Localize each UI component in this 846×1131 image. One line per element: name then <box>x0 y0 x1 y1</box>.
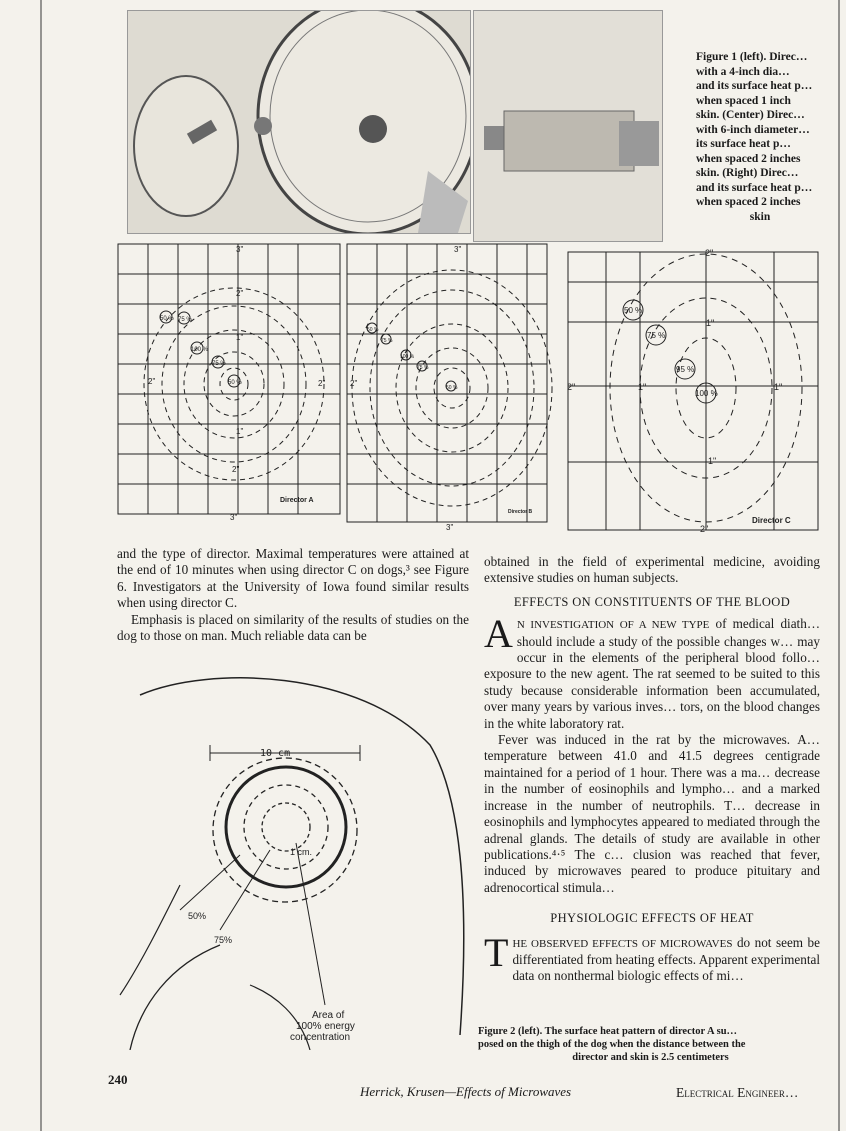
caption-line: skin. (Right) Direc… <box>696 167 799 179</box>
caption-line: skin. (Center) Direc… <box>696 109 805 121</box>
caption-line: skin <box>749 210 771 223</box>
caption-line: posed on the thigh of the dog when the distance between the <box>478 1039 746 1050</box>
panel-c-title: Director C <box>752 516 791 525</box>
paragraph-body: do not seem be differentiated from heating effects. Apparent experimental data on nonthermal biologic effects of mi… <box>512 934 820 984</box>
left-column-text <box>117 546 469 644</box>
panel-b-title: Director B <box>508 509 533 515</box>
paragraph: Fever was induced in the rat by the microwaves. A… temperature between 41.0 and 41.5 degrees centigrade maintained for a period of 1 hour. There was a ma… decrease in the number of eosinophils and lympho… and a marked increase in the number of neutrophils. T… decrease in eosinophils and lymphocytes appeared to mediated through the adrenal glands. The details of study are available in other publications.⁴·⁵ The c… clusion was reached that fever, induced by microwaves peared to produce pituitary and adrenocortical stimula… <box>484 732 820 895</box>
caption-line: its surface heat p… <box>696 138 791 150</box>
label-75-percent: 75% <box>214 935 233 945</box>
panel-c-label: 2" <box>567 382 576 392</box>
label-50-percent: 50% <box>188 911 207 921</box>
caption-line: and its surface heat p… <box>696 181 813 194</box>
panel-c-label: 1" <box>706 318 715 328</box>
panel-a-label: 3" <box>236 245 244 254</box>
caption-line: Figure 1 (left). Direc… <box>696 51 808 63</box>
scale-label: 10 cm <box>260 748 291 759</box>
drop-cap: A <box>484 611 513 657</box>
right-column-text <box>484 554 820 985</box>
figure2-dog-thigh-diagram <box>100 665 480 1050</box>
page-number: 240 <box>108 1072 128 1087</box>
panel-c-label: 2" <box>705 248 714 258</box>
panel-b-label: 3" <box>454 245 462 254</box>
panel-a-label: 2" <box>148 377 156 386</box>
panel-b-contour-label: 75 % <box>417 365 429 371</box>
paragraph-with-dropcap <box>484 611 821 732</box>
panel-a-label: 2" <box>232 465 240 474</box>
running-title: Herrick, Krusen—Effects of Microwaves <box>360 1084 572 1099</box>
figure1-photo-left-center <box>127 10 471 234</box>
drop-cap: T <box>484 929 509 975</box>
panel-a-label: 2" <box>318 379 326 388</box>
panel-c-contour-label: 95 % <box>676 365 695 374</box>
panel-a-contour-label: 100 % <box>191 347 209 353</box>
panel-a-contour-label: 75 % <box>178 317 192 323</box>
panel-c-contour-label: 100 % <box>695 389 718 398</box>
lead-in: N INVESTIGATION OF A NEW TYPE <box>516 619 710 632</box>
lead-in: HE OBSERVED EFFECTS OF MICROWAVES <box>512 937 733 950</box>
panel-c-label: 1" <box>638 382 647 392</box>
paragraph: and the type of director. Maximal temperatures were attained at the end of 10 minutes when using director C on dogs,³ see Figure 6. Investigators at the University of Iowa found similar results when using director C. <box>117 546 469 611</box>
panel-b-contour-label: 75 % <box>381 338 393 344</box>
panel-c-label: 1" <box>774 382 783 392</box>
panel-b-contour-label: 100 % <box>400 354 415 360</box>
section-heading-heat: PHYSIOLOGIC EFFECTS OF HEAT <box>550 911 754 926</box>
caption-line: when spaced 2 inches <box>696 196 801 208</box>
figure1-photo-right <box>473 10 663 242</box>
caption-line: when spaced 1 inch <box>696 94 791 107</box>
paragraph: obtained in the field of experimental medicine, avoiding extensive studies on human subjects. <box>484 554 820 586</box>
figure2-caption <box>478 1025 823 1064</box>
caption-line: Figure 2 (left). The surface heat pattern of director A su… <box>478 1026 738 1037</box>
right-page-edge <box>838 0 840 1131</box>
panel-c-label: 1" <box>708 456 717 466</box>
director-c-photo <box>474 11 662 241</box>
panel-b-label: 2" <box>350 379 358 388</box>
panel-a-contour-label: 50 % <box>228 380 242 386</box>
panel-a-label: 1" <box>236 333 244 342</box>
panel-a-title: Director A <box>280 497 314 504</box>
caption-line: with 6-inch diameter… <box>696 123 810 136</box>
panel-b-contour-label: 50 % <box>446 385 458 391</box>
panel-c-contour-label: 75 % <box>647 331 666 340</box>
figure1-heat-pattern-diagrams <box>0 238 846 534</box>
paragraph-body: of medical diath… should include a study of the possible changes w… may occur in the elements of the peripheral blood follo… exposure to the new agent. The rat seemed to be suited to this study because considerable information been accumulated, over many years by various inves… tors, on the blood changes in the white laboratory rat. <box>484 616 821 731</box>
figure1-caption <box>696 50 844 224</box>
area-label-line: Area of <box>312 1010 345 1021</box>
panel-a-contour-label: 75 % <box>212 361 226 367</box>
panel-b-contour-label: 50 % <box>367 327 379 333</box>
panel-b-label: 3" <box>446 523 454 532</box>
panel-c-label: 2" <box>700 524 709 534</box>
area-label-line: 100% energy <box>296 1021 355 1032</box>
section-heading-blood: EFFECTS ON CONSTITUENTS OF THE BLOOD <box>513 594 791 609</box>
director-photo <box>128 11 470 233</box>
panel-a-label: 1" <box>236 427 244 436</box>
inner-scale-label: 1 cm. <box>290 847 313 857</box>
caption-line: director and skin is 2.5 centimeters <box>572 1052 729 1063</box>
panel-a-label: 3" <box>230 513 238 522</box>
panel-director-b <box>347 244 552 522</box>
left-page-edge <box>40 0 42 1131</box>
journal-name: Electrical Engineer… <box>676 1085 799 1100</box>
caption-line: and its surface heat p… <box>696 80 813 92</box>
panel-a-contour-label: 50 % <box>160 316 174 322</box>
caption-line: when spaced 2 inches <box>696 152 801 165</box>
panel-a-label: 2" <box>236 289 244 298</box>
caption-line: with a 4-inch dia… <box>696 65 790 78</box>
area-label-line: concentration <box>290 1032 351 1043</box>
paragraph-with-dropcap <box>484 929 820 985</box>
panel-c-contour-label: 50 % <box>624 306 643 315</box>
paragraph: Emphasis is placed on similarity of the results of studies on the dog to those on man. Much reliable data can be <box>117 611 469 644</box>
